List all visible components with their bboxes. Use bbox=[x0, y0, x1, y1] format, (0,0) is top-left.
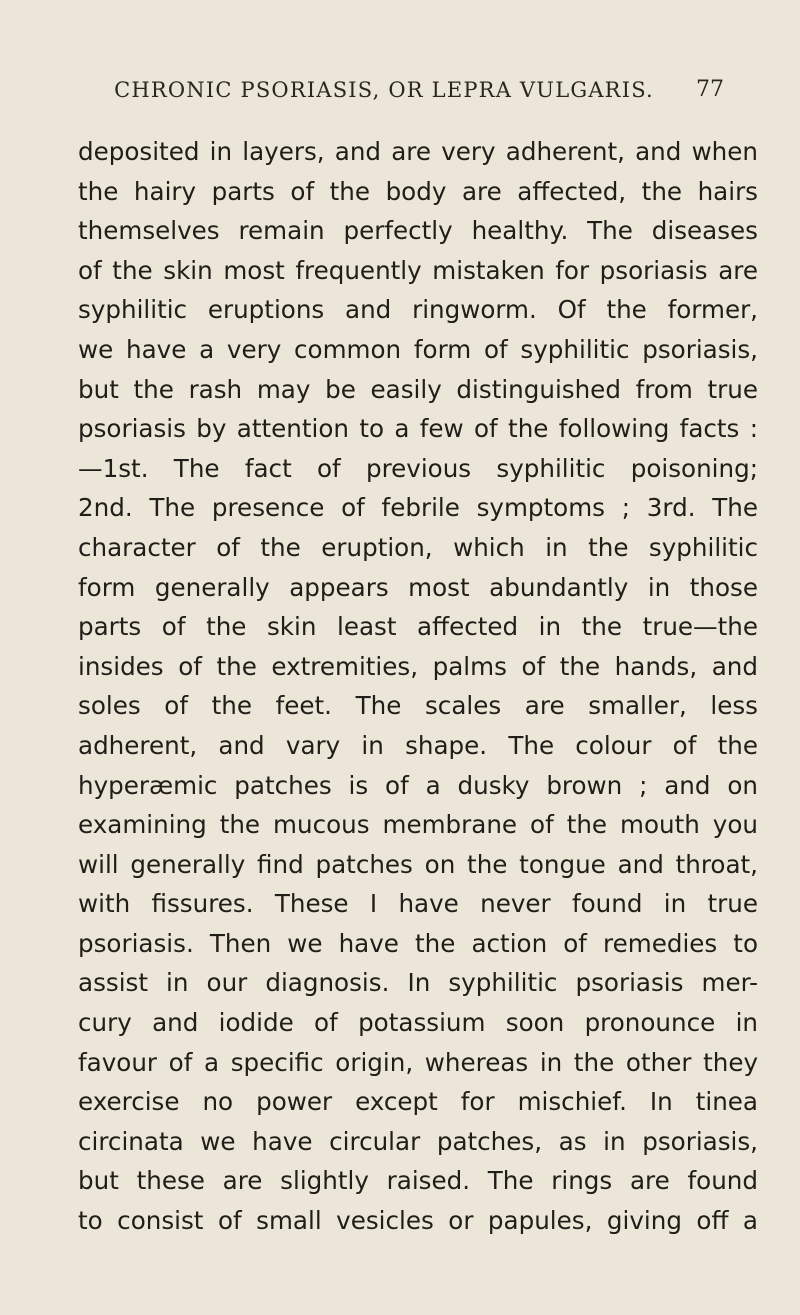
text-line: syphilitic eruptions and ringworm. Of the former, bbox=[78, 295, 758, 325]
text-line: form generally appears most abundantly in those bbox=[78, 572, 758, 602]
text-line: with fissures. These I have never found in true bbox=[78, 889, 758, 919]
page-number: 77 bbox=[696, 77, 724, 102]
text-line: we have a very common form of syphilitic psoriasis, bbox=[78, 334, 758, 364]
text-line: examining the mucous membrane of the mouth you bbox=[78, 810, 758, 840]
text-line: deposited in layers, and are very adherent, and when bbox=[78, 137, 758, 166]
text-line: psoriasis. Then we have the action of remedies to bbox=[78, 928, 758, 958]
text-line: adherent, and vary in shape. The colour of the bbox=[78, 730, 758, 760]
text-line: hyperæmic patches is of a dusky brown ; and on bbox=[78, 770, 758, 800]
text-line: of the skin most frequently mistaken for psoriasis are bbox=[78, 255, 758, 285]
text-line: to consist of small vesicles or papules, giving off a bbox=[78, 1206, 758, 1236]
text-line: themselves remain perfectly healthy. The diseases bbox=[78, 216, 758, 246]
text-line: will generally find patches on the tongue and throat, bbox=[78, 849, 758, 879]
text-line: soles of the feet. The scales are smaller, less bbox=[78, 691, 758, 721]
text-line: —1st. The fact of previous syphilitic poisoning; bbox=[78, 453, 758, 483]
text-line: circinata we have circular patches, as in psoriasis, bbox=[78, 1126, 758, 1156]
text-line: but the rash may be easily distinguished from true bbox=[78, 374, 758, 404]
text-line: favour of a specific origin, whereas in the other they bbox=[78, 1047, 758, 1077]
text-line: character of the eruption, which in the syphilitic bbox=[78, 532, 758, 562]
text-line: psoriasis by attention to a few of the following facts : bbox=[78, 414, 758, 444]
text-line: parts of the skin least affected in the true—the bbox=[78, 612, 758, 642]
text-line: exercise no power except for mischief. In tinea bbox=[78, 1087, 758, 1117]
text-line: assist in our diagnosis. In syphilitic psoriasis mer- bbox=[78, 968, 758, 998]
text-line: the hairy parts of the body are affected, the hairs bbox=[78, 176, 758, 206]
text-line: but these are slightly raised. The rings are found bbox=[78, 1166, 758, 1196]
text-line: insides of the extremities, palms of the hands, and bbox=[78, 651, 758, 681]
body-text bbox=[78, 132, 758, 1241]
text-line: cury and iodide of potassium soon pronounce in bbox=[78, 1008, 758, 1038]
text-line: 2nd. The presence of febrile symptoms ; 3rd. The bbox=[78, 493, 758, 523]
page-header bbox=[78, 72, 758, 108]
running-head: CHRONIC PSORIASIS, OR LEPRA VULGARIS. bbox=[114, 78, 654, 102]
